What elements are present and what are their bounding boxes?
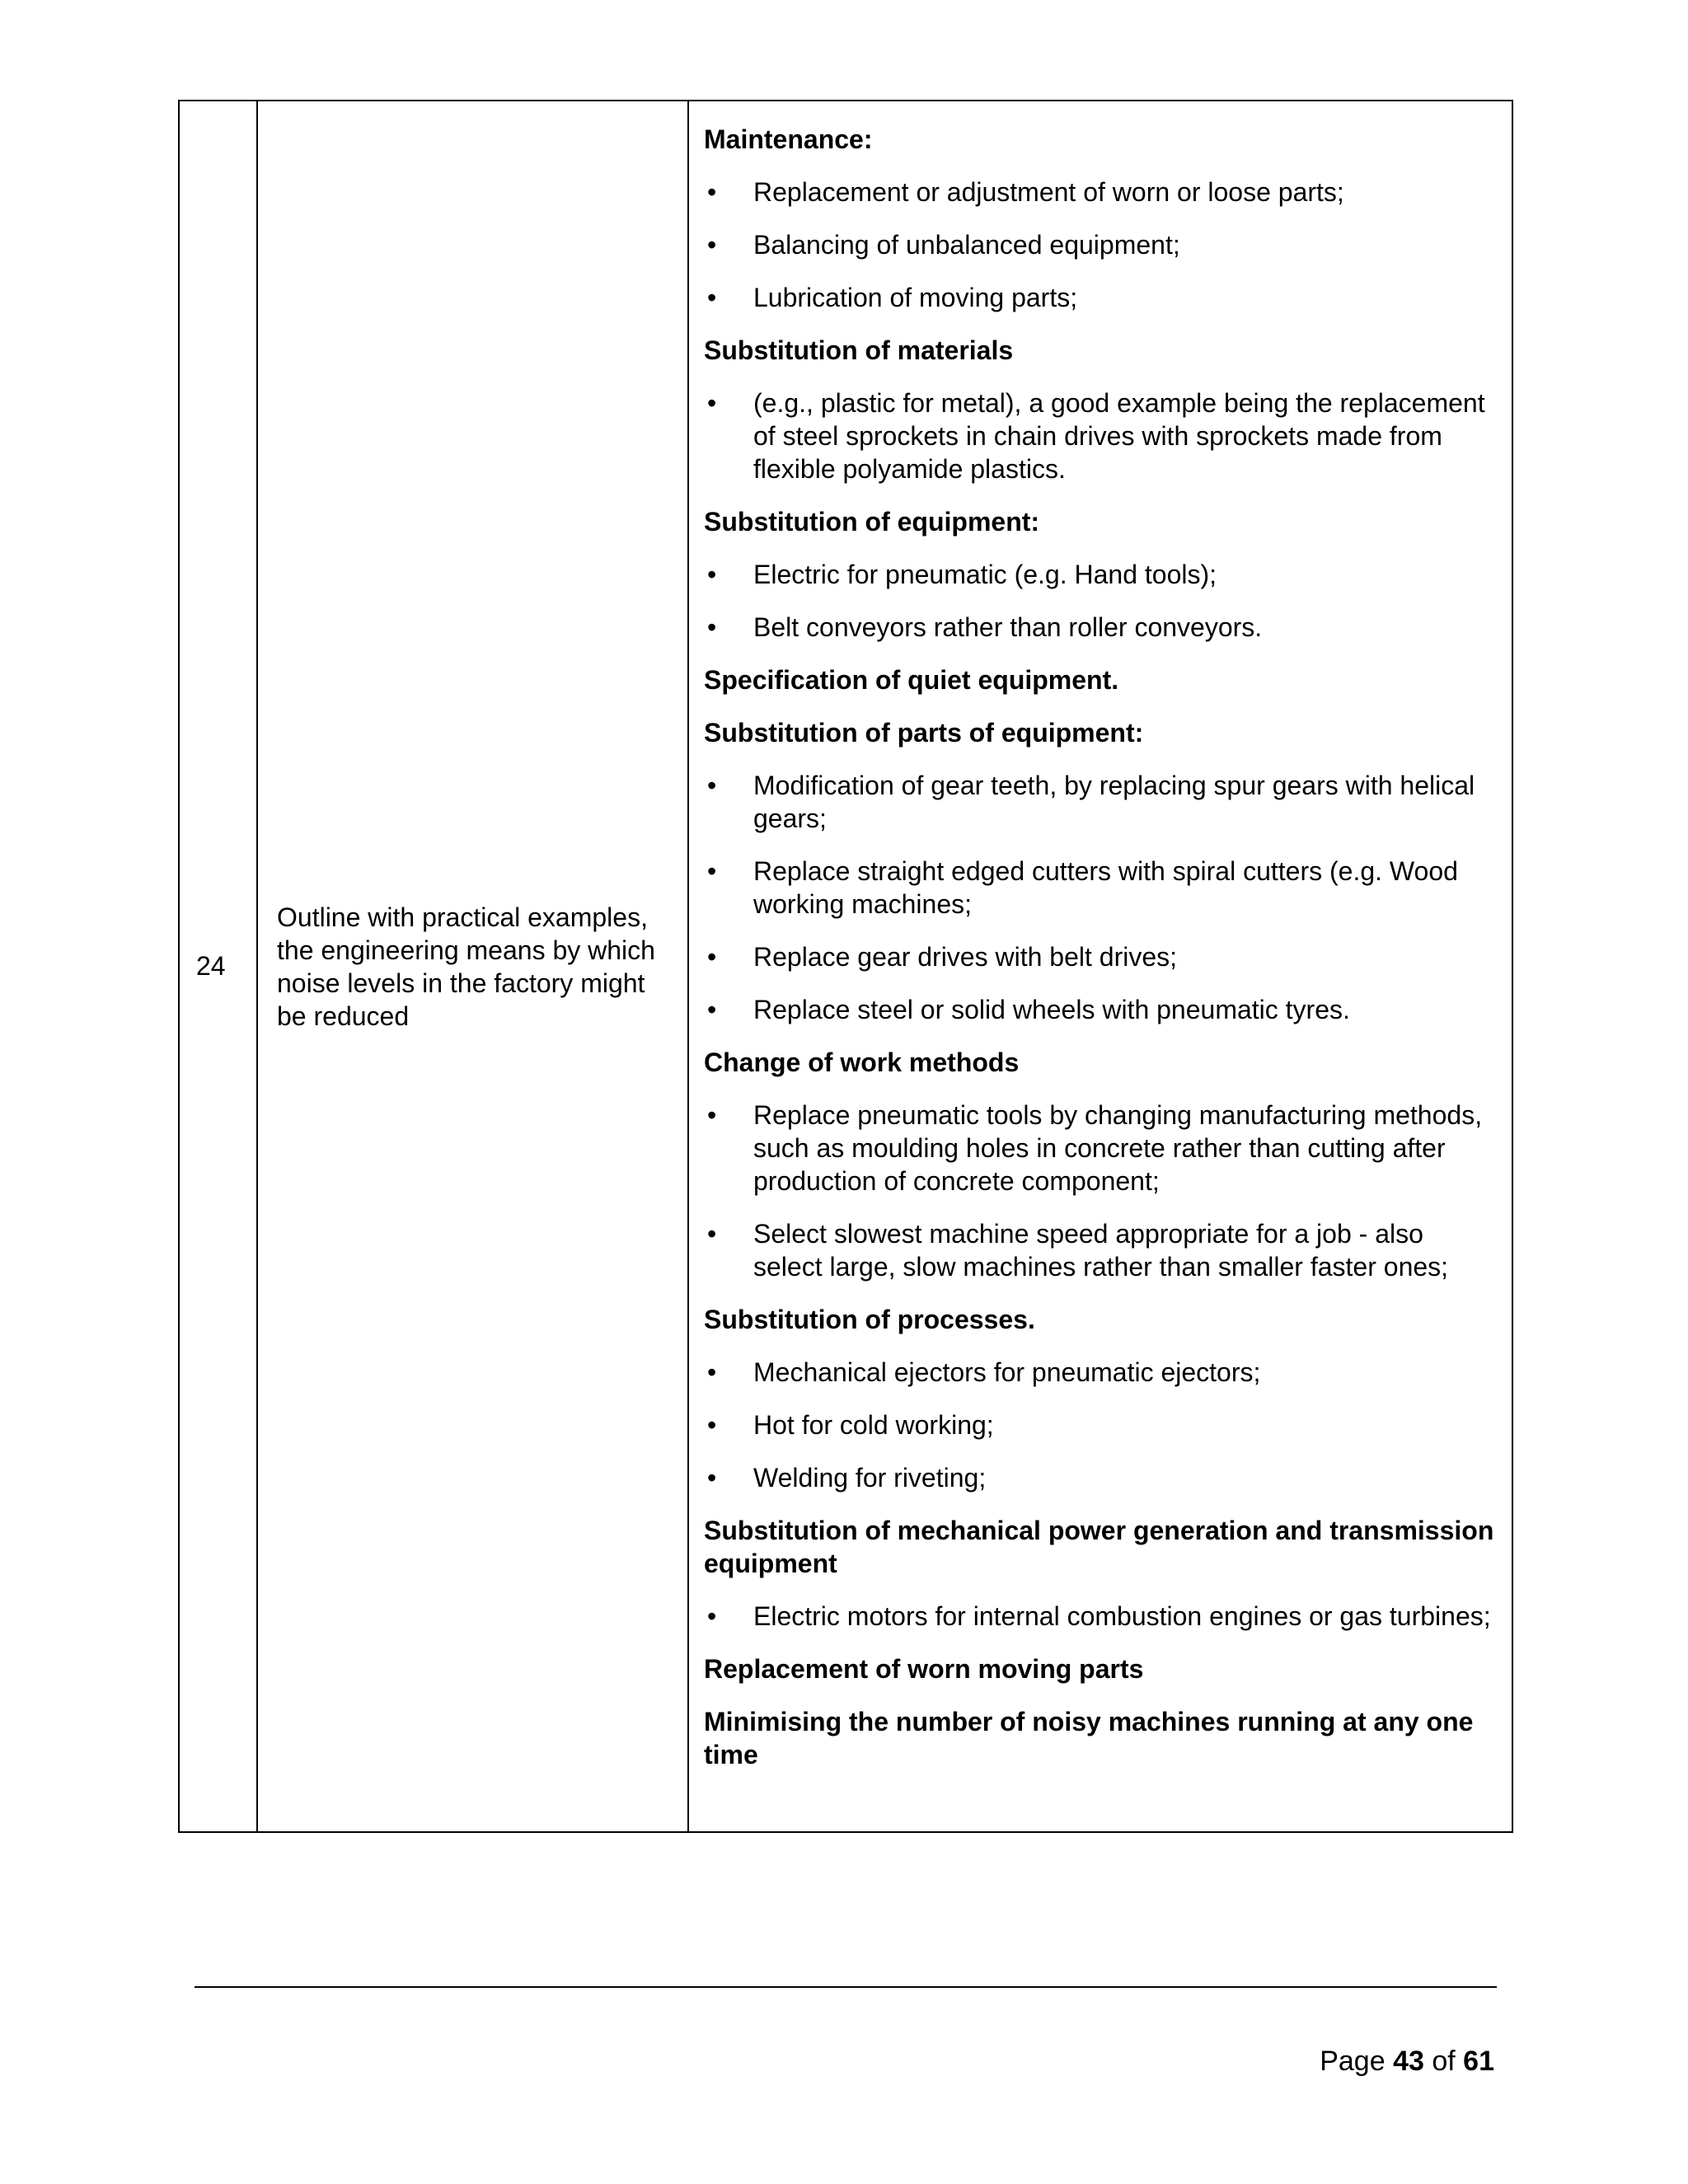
question-text: Outline with practical examples, the engineering means by which noise levels in the factory might be reduced <box>257 101 688 1832</box>
answer-heading: Substitution of processes. <box>704 1305 1035 1334</box>
list-item <box>704 993 1497 1026</box>
of-label: of <box>1432 2046 1456 2077</box>
list-item-text: Replace gear drives with belt drives; <box>753 942 1178 972</box>
bullet-icon: • <box>707 612 717 642</box>
list-item-text: Balancing of unbalanced equipment; <box>753 230 1180 260</box>
answer-heading: Substitution of materials <box>704 335 1014 365</box>
list-item-text: (e.g., plastic for metal), a good example being the replacement of steel sprockets in chain drives with sprockets made from flexible polyamide plastics. <box>753 388 1485 484</box>
bullet-icon: • <box>707 1601 717 1631</box>
bullet-icon: • <box>707 388 717 418</box>
list-item <box>704 1408 1497 1441</box>
list-item-text: Belt conveyors rather than roller conveyors. <box>753 612 1263 642</box>
page-number <box>1320 2045 1494 2078</box>
page-current: 43 <box>1393 2046 1424 2077</box>
list-item-text: Replace steel or solid wheels with pneumatic tyres. <box>753 995 1350 1024</box>
list-item-text: Electric for pneumatic (e.g. Hand tools); <box>753 560 1217 589</box>
answer-heading: Substitution of mechanical power generation and transmission equipment <box>704 1516 1494 1578</box>
bullet-icon: • <box>707 1463 717 1493</box>
list-item-text: Electric motors for internal combustion engines or gas turbines; <box>753 1601 1491 1631</box>
list-item-text: Hot for cold working; <box>753 1410 994 1440</box>
answer-table <box>178 100 1513 1833</box>
question-number: 24 <box>179 101 257 1832</box>
table-row <box>179 101 1512 1832</box>
bullet-icon: • <box>707 995 717 1024</box>
footer-divider <box>195 1986 1497 1988</box>
list-item-text: Replace straight edged cutters with spiral cutters (e.g. Wood working machines; <box>753 856 1458 919</box>
list-item <box>704 558 1497 591</box>
answer-heading: Substitution of parts of equipment: <box>704 718 1144 748</box>
page-total: 61 <box>1463 2046 1494 2077</box>
bullet-icon: • <box>707 856 717 886</box>
list-item-text: Lubrication of moving parts; <box>753 283 1078 312</box>
list-item-text: Modification of gear teeth, by replacing spur gears with helical gears; <box>753 771 1475 833</box>
answer-heading: Change of work methods <box>704 1047 1020 1077</box>
list-item <box>704 769 1497 835</box>
list-item <box>704 611 1497 644</box>
answer-heading: Replacement of worn moving parts <box>704 1654 1144 1684</box>
bullet-icon: • <box>707 1100 717 1130</box>
list-item-text: Mechanical ejectors for pneumatic ejectors; <box>753 1357 1261 1387</box>
list-item <box>704 855 1497 921</box>
bullet-icon: • <box>707 1357 717 1387</box>
list-item <box>704 1461 1497 1494</box>
bullet-icon: • <box>707 771 717 800</box>
bullet-icon: • <box>707 230 717 260</box>
list-item-text: Welding for riveting; <box>753 1463 987 1493</box>
list-item <box>704 176 1497 209</box>
list-item <box>704 940 1497 973</box>
answer-heading: Substitution of equipment: <box>704 507 1040 537</box>
list-item <box>704 1217 1497 1283</box>
bullet-icon: • <box>707 177 717 207</box>
page-label: Page <box>1320 2046 1386 2077</box>
bullet-icon: • <box>707 942 717 972</box>
list-item <box>704 228 1497 261</box>
bullet-icon: • <box>707 560 717 589</box>
answer-list <box>704 123 1497 1771</box>
list-item <box>704 281 1497 314</box>
list-item <box>704 1600 1497 1633</box>
list-item <box>704 1356 1497 1389</box>
list-item-text: Select slowest machine speed appropriate for a job - also select large, slow machines rather than smaller faster ones; <box>753 1219 1449 1282</box>
list-item-text: Replace pneumatic tools by changing manufacturing methods, such as moulding holes in concrete rather than cutting after production of concrete component; <box>753 1100 1483 1196</box>
list-item <box>704 387 1497 485</box>
answer-heading: Minimising the number of noisy machines running at any one time <box>704 1707 1474 1769</box>
answer-heading: Specification of quiet equipment. <box>704 665 1119 695</box>
answer-cell <box>688 101 1512 1832</box>
bullet-icon: • <box>707 283 717 312</box>
list-item-text: Replacement or adjustment of worn or loose parts; <box>753 177 1344 207</box>
bullet-icon: • <box>707 1410 717 1440</box>
list-item <box>704 1099 1497 1197</box>
answer-heading: Maintenance: <box>704 124 873 154</box>
bullet-icon: • <box>707 1219 717 1249</box>
